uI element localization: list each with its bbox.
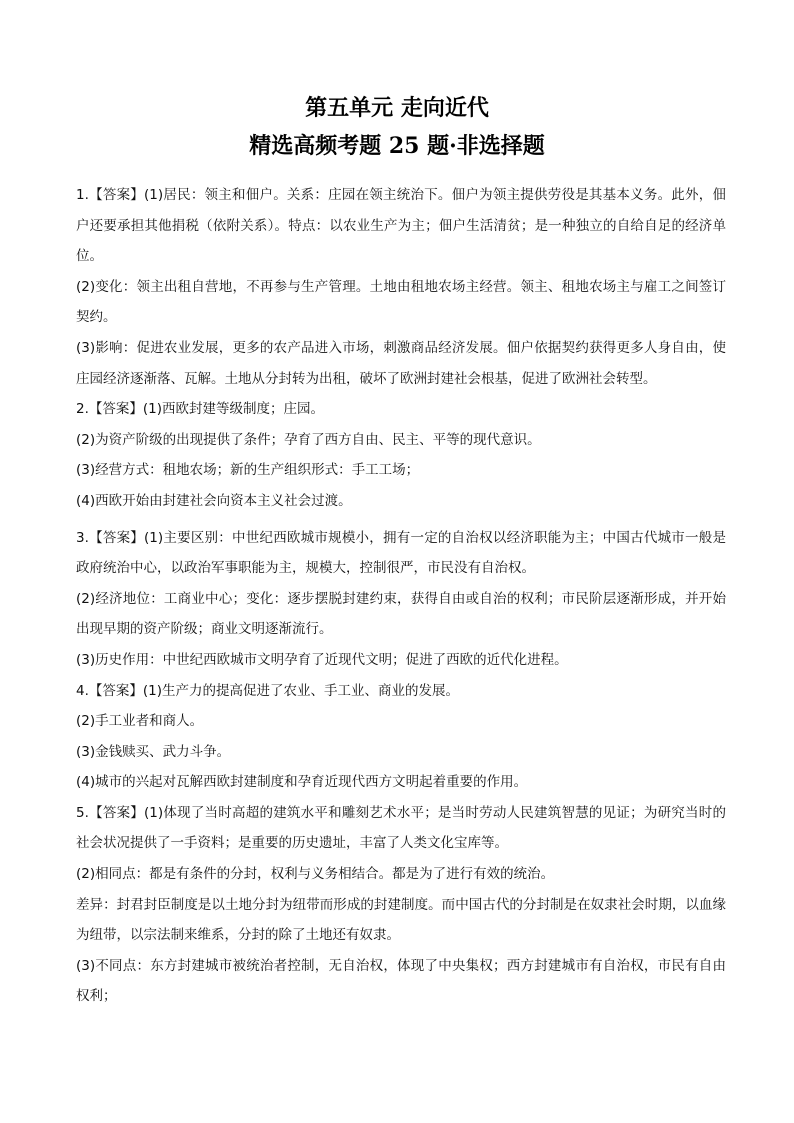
answer-paragraph: (3)金钱赎买、武力斗争。 [76, 743, 231, 760]
answer-paragraph: (3)不同点：东方封建城市被统治者控制，无自治权，体现了中央集权；西方封建城市有自治权，市民有自由权利； [76, 957, 726, 1005]
answer-paragraph: 5.【答案】(1)体现了当时高超的建筑水平和雕刻艺术水平；是当时劳动人民建筑智慧的见证；为研究当时的社会状况提供了一手资料；是重要的历史遗址，丰富了人类文化宝库等。 [76, 804, 726, 852]
answer-paragraph: (2)相同点：都是有条件的分封，权利与义务相结合。都是为了进行有效的统治。 [76, 866, 555, 883]
answer-paragraph: 4.【答案】(1)生产力的提高促进了农业、手工业、商业的发展。 [76, 682, 460, 699]
answer-paragraph: (3)历史作用：中世纪西欧城市文明孕育了近现代文明；促进了西欧的近代化进程。 [76, 651, 568, 668]
answer-paragraph: 差异：封君封臣制度是以土地分封为纽带而形成的封建制度。而中国古代的分封制是在奴隶社会时期，以血缘为纽带，以宗法制来维系，分封的除了土地还有奴隶。 [76, 896, 726, 944]
page-subtitle: 精选高频考题 25 题·非选择题 [249, 133, 545, 159]
answer-paragraph: (4)城市的兴起对瓦解西欧封建制度和孕育近现代西方文明起着重要的作用。 [76, 774, 528, 791]
page-title: 第五单元 走向近代 [305, 95, 489, 121]
answer-paragraph: (4)西欧开始由封建社会向资本主义社会过渡。 [76, 492, 352, 509]
title-block [0, 96, 794, 158]
answer-paragraph: (3)影响：促进农业发展，更多的农产品进入市场，刺激商品经济发展。佃户依据契约获得更多人身自由，使庄园经济逐渐落、瓦解。土地从分封转为出租，破坏了欧洲封建社会根基，促进了欧洲社会转型。 [76, 339, 726, 387]
answer-content [76, 180, 726, 1012]
answer-paragraph: (2)手工业者和商人。 [76, 713, 204, 730]
answer-paragraph: (2)为资产阶级的出现提供了条件；孕育了西方自由、民主、平等的现代意识。 [76, 431, 541, 448]
answer-paragraph: (2)变化：领主出租自营地，不再参与生产管理。土地由租地农场主经营。领主、租地农场主与雇工之间签订契约。 [76, 278, 726, 326]
answer-paragraph: (3)经营方式：租地农场；新的生产组织形式：手工工场； [76, 462, 420, 479]
answer-paragraph: 1.【答案】(1)居民：领主和佃户。关系：庄园在领主统治下。佃户为领主提供劳役是其基本义务。此外，佃户还要承担其他捐税（依附关系）。特点：以农业生产为主；佃户生活清贫；是一种独立的自给自足的经济单位。 [76, 187, 726, 265]
answer-paragraph: 3.【答案】(1)主要区别：中世纪西欧城市规模小，拥有一定的自治权以经济职能为主；中国古代城市一般是政府统治中心，以政治军事职能为主，规模大，控制很严，市民没有自治权。 [76, 529, 726, 577]
answer-paragraph: 2.【答案】(1)西欧封建等级制度；庄园。 [76, 401, 325, 418]
answer-paragraph: (2)经济地位：工商业中心；变化：逐步摆脱封建约束，获得自由或自治的权利；市民阶层逐渐形成，并开始出现早期的资产阶级；商业文明逐渐流行。 [76, 590, 726, 638]
